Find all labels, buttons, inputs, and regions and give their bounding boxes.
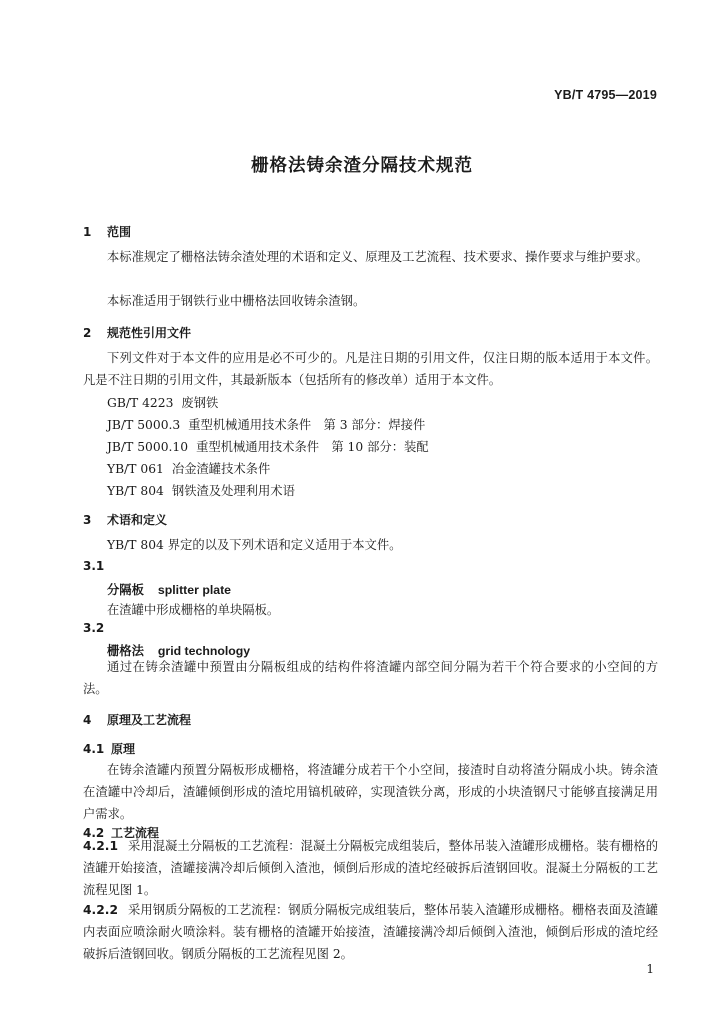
reference-name: 废钢铁 [181,396,219,410]
term-english: grid technology [157,644,251,658]
term-english: splitter plate [157,583,232,597]
section-title: 范围 [107,225,132,239]
process-paragraph-4-2-1 [83,835,658,901]
reference-code: YB/T 804 [107,484,164,498]
clause-number: 4.2.1 [83,839,119,853]
subsection-title: 原理 [111,742,136,756]
reference-code: GB/T 4223 [107,396,174,410]
reference-item [107,481,295,499]
section-heading-1 [83,223,131,240]
term-number: 3.1 [83,559,105,573]
reference-item [107,437,429,455]
term-definition: 在渣罐中形成栅格的单块隔板。 [107,603,280,617]
terms-intro-paragraph: YB/T 804 界定的以及下列术语和定义适用于本文件。 [107,538,402,552]
subsection-number: 4.2 [83,826,105,840]
reference-code: JB/T 5000.3 [107,418,181,432]
section-title: 原理及工艺流程 [107,713,192,727]
section-heading-3 [83,511,167,528]
principle-paragraph: 在铸余渣罐内预置分隔板形成栅格，将渣罐分成若干个小空间，接渣时自动将渣分隔成小块。铸余渣在渣罐中冷却后，渣罐倾倒形成的渣坨用镐机破碎，实现渣铁分离，形成的小块渣钢尺寸能够直接满足用户需求。 [83,763,658,821]
page-number: 1 [646,962,654,976]
reference-name: 钢铁渣及处理利用术语 [171,484,295,498]
page-title: 栅格法铸余渣分隔技术规范 [251,156,473,176]
term-definition: 通过在铸余渣罐中预置由分隔板组成的结构件将渣罐内部空间分隔为若干个符合要求的小空间的方法。 [83,660,658,696]
reference-name: 重型机械通用技术条件 第 3 部分：焊接件 [188,418,426,432]
term-chinese: 分隔板 [107,583,144,597]
section-number: 1 [83,225,92,239]
section-heading-4 [83,711,191,728]
reference-item [107,459,270,477]
subsection-number: 4.1 [83,742,105,756]
reference-item [107,415,425,433]
section-number: 4 [83,713,92,727]
section-number: 3 [83,513,92,527]
reference-name: 冶金渣罐技术条件 [171,462,271,476]
section-number: 2 [83,326,92,340]
subsection-title: 工艺流程 [111,826,160,840]
clause-text: 采用混凝土分隔板的工艺流程：混凝土分隔板完成组装后，整体吊装入渣罐形成栅格。装有栅格的渣罐开始接渣，渣罐接满冷却后倾倒入渣池，倾倒后形成的渣坨经破拆后渣钢回收。混凝土分隔板的工艺流程见图 1。 [83,839,658,897]
term-number: 3.2 [83,621,105,635]
section-title: 术语和定义 [107,513,168,527]
term-chinese: 栅格法 [107,644,144,658]
scope-paragraph-1: 本标准规定了栅格法铸余渣处理的术语和定义、原理及工艺流程、技术要求、操作要求与维护要求。 [107,250,649,264]
scope-paragraph-2: 本标准适用于钢铁行业中栅格法回收铸余渣钢。 [107,294,366,308]
term-entry [107,580,231,598]
section-heading-2 [83,324,191,341]
normative-references-paragraph: 下列文件对于本文件的应用是必不可少的。凡是注日期的引用文件，仅注日期的版本适用于本文件。凡是不注日期的引用文件，其最新版本（包括所有的修改单）适用于本文件。 [83,351,658,387]
process-paragraph-4-2-2 [83,899,658,965]
clause-number: 4.2.2 [83,903,119,917]
document-code: YB/T 4795—2019 [554,88,657,102]
section-title: 规范性引用文件 [107,326,192,340]
reference-item [107,393,218,411]
reference-code: YB/T 061 [107,462,164,476]
reference-name: 重型机械通用技术条件 第 10 部分：装配 [196,440,429,454]
reference-code: JB/T 5000.10 [107,440,189,454]
clause-text: 采用钢质分隔板的工艺流程：钢质分隔板完成组装后，整体吊装入渣罐形成栅格。栅格表面及渣罐内表面应喷涂耐火喷涂料。装有栅格的渣罐开始接渣，渣罐接满冷却后倾倒入渣池，倾倒后形成的渣坨经破拆后渣钢回收。钢质分隔板的工艺流程见图 2。 [83,903,658,961]
subsection-heading-4-1 [83,740,135,757]
